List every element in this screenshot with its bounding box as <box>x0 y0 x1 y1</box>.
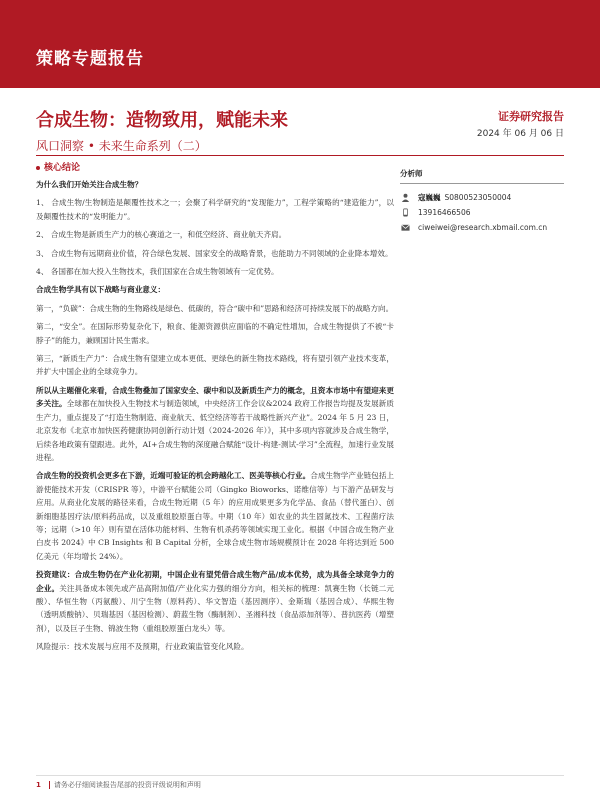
page-footer <box>36 780 201 790</box>
header-band <box>0 0 600 88</box>
paragraph-body: 合成生物学产业链包括上游使能技术开发（CRISPR 等），中游平台赋能公司（Gingko Bioworks、诺维信等）与下游产品研发与应用。从商业化发展的路径来看，合成生物近期（5 年）的应用成果更多为化学品、食品（替代蛋白）、创新细胞基因疗法/原料药品成，以及重组胶原蛋白等。中期（10 年）如农业的共生固氮技术、工程菌疗法等；远期（>10 年）则有望在活体功能材料、生物有机杀药等领域实现工业化。根据《中国合成生物产业白皮书 2024》中 CB Insights 和 B Capital 分析，全球合成生物市场规模预计在 2028 年将达到近 500 亿美元（年均增长 24%）。 <box>36 471 395 561</box>
question-heading: 为什么我们开始关注合成生物？ <box>36 180 143 189</box>
paragraph <box>36 469 394 563</box>
paragraph: 2、 合成生物是新质生产力的核心赛道之一，和低空经济、商业航天齐肩。 <box>36 230 287 240</box>
paragraph: 第一，“负碳”：合成生物的生物路线是绿色、低碳的，符合“碳中和”思路和经济可持续发展下的战略方向。 <box>36 303 394 313</box>
report-subtitle: 风口洞察 • 未来生命系列（二） <box>36 139 207 153</box>
report-category: 策略专题报告 <box>36 49 144 69</box>
sidebar-divider <box>400 183 564 184</box>
analyst-phone: 13916466506 <box>418 208 471 217</box>
sidebar-title: 分析师 <box>400 169 423 178</box>
email-row <box>400 220 564 235</box>
paragraph-body: 全球都在加快投入生物技术与制造领域，中央经济工作会议&2024 政府工作报告均提及发展新质生产力，重点提及了“打造生物制造、商业航天、低空经济等若干战略性新兴产业”。2024 年 5 月 23 日，北京发布《北京市加快医药健康协同创新行动计划（2024-2026 年）》，其中多项内容就涉及合成生物学，后续各地政策有望跟进。此外，AI+合成生物的深度融合赋能“设计-构建-测试-学习”全流程，加速行业发展进程。 <box>36 399 394 462</box>
footer-disclaimer: 请务必仔细阅读报告尾部的投资评级说明和声明 <box>53 781 201 789</box>
paragraph: 4、 各国都在加大投入生物技术，我们国家在合成生物领域有一定优势。 <box>36 267 279 277</box>
paragraph <box>36 568 394 635</box>
analyst-sidebar <box>400 168 564 235</box>
footer-separator <box>49 781 50 789</box>
page-number: 1 <box>36 781 41 789</box>
phone-icon <box>400 208 410 218</box>
main-content <box>36 178 394 659</box>
bold-lead: 投资建议：合成生物仍在产业化初期，中国企业有望凭借合成生物产品/成本优势，成为具备全球竞争力的企业。 <box>36 570 394 593</box>
section-tag <box>36 160 80 173</box>
person-icon <box>400 193 410 203</box>
mail-icon <box>400 223 410 233</box>
paragraph: 第二，“安全”。在国际形势复杂化下，粮食、能源资源供应面临的不确定性增加，合成生物提供了不被“卡脖子”的能力，兼顾国计民生需求。 <box>36 322 394 345</box>
analyst-row <box>400 190 564 205</box>
paragraph <box>36 384 394 464</box>
footer-divider <box>36 775 564 776</box>
report-type: 证券研究报告 <box>498 110 564 123</box>
report-title: 合成生物：造物致用，赋能未来 <box>36 110 288 131</box>
report-date: 2024 年 06 月 06 日 <box>476 129 564 139</box>
section-tag-label: 核心结论 <box>44 163 81 173</box>
paragraph: 第三，“新质生产力”：合成生物有望建立成本更低、更绿色的新生物技术路线，将有望引领产业技术变革，并扩大中国企业的全球竞争力。 <box>36 354 394 377</box>
bold-lead: 所以从主题催化来看，合成生物叠加了国家安全、碳中和以及新质生产力的概念，且资本市场中有望迎来更多关注。 <box>36 385 394 409</box>
analyst-id: S0800523050004 <box>444 193 512 202</box>
question-heading: 合成生物学具有以下战略与商业意义： <box>36 285 166 295</box>
phone-row <box>400 205 564 220</box>
analyst-name: 寇巍巍 <box>418 193 441 202</box>
analyst-email[interactable]: ciweiwei@research.xbmail.com.cn <box>418 223 548 232</box>
paragraph: 1、 合成生物/生物制造是颠覆性技术之一；会聚了科学研究的“发现能力”，工程学策略的“建造能力”，以及颠覆性技术的“发明能力”。 <box>36 198 394 221</box>
paragraph: 3、 合成生物有远期商业价值，符合绿色发展、国家安全的战略背景，也能助力不同领域的企业降本增效。 <box>36 248 393 258</box>
risk-note: 风险提示：技术发展与应用不及预期，行业政策监管变化风险。 <box>36 642 249 652</box>
paragraph-body: 关注具备成本领先或产品高附加值/产业化实力强的细分方向，相关标的梳理：凯赛生物（长链二元酸）、华恒生物（丙氨酸）、川宁生物（原料药）、华文智造（基因测序）、金斯瑞（基因合成）、华熙生物（透明质酸钠）、贝瑞基因（基因检测）、蔚蓝生物（酶制剂）、圣湘科技（食品添加剂等）、普抗医药（增塑剂），以及巨子生物、锦波生物（重组胶原蛋白龙头）等。 <box>36 583 394 633</box>
title-divider <box>36 155 564 156</box>
bullet-icon <box>36 166 40 170</box>
bold-lead: 合成生物的投资机会更多在下游，近端可验证的机会跨越化工、医美等核心行业。 <box>36 471 311 481</box>
